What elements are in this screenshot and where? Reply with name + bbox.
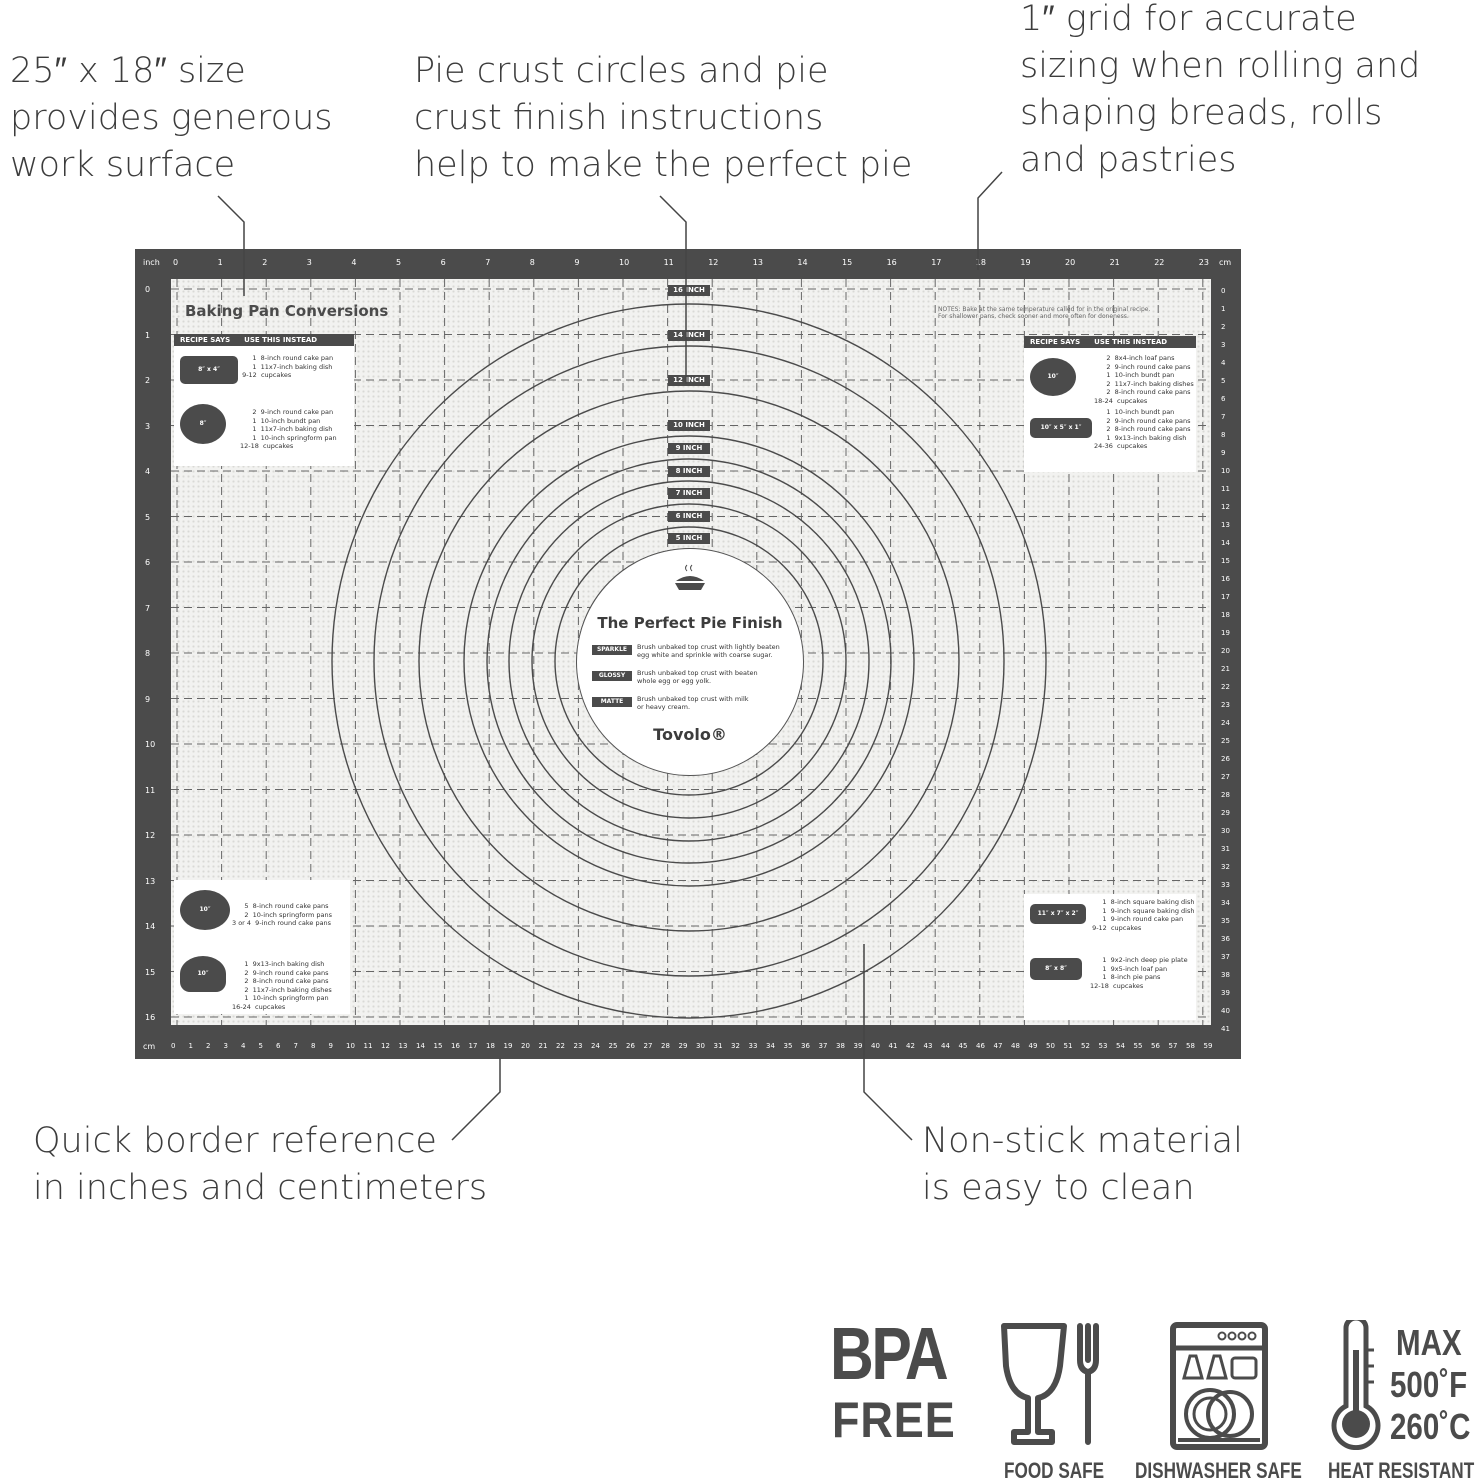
ring-size-label: 7 INCH bbox=[668, 488, 710, 499]
callout-size-line: work surface bbox=[10, 145, 236, 185]
ruler-tick-cm: 45 bbox=[958, 1042, 968, 1050]
ruler-tick-cm: 15 bbox=[433, 1042, 443, 1050]
ruler-tick-inch: 3 bbox=[145, 421, 151, 431]
ruler-tick-cm: 40 bbox=[1221, 1007, 1230, 1015]
ruler-tick-inch: 4 bbox=[351, 258, 357, 267]
finish-badge: GLOSSY bbox=[592, 671, 632, 681]
callout-pie-line: help to make the perfect pie bbox=[414, 145, 913, 185]
heat-resistant-label: HEAT RESISTANT bbox=[1328, 1458, 1475, 1483]
finish-badge: MATTE bbox=[592, 697, 632, 707]
callout-pie-line: Pie crust circles and pie bbox=[414, 51, 829, 91]
ruler-tick-cm: 26 bbox=[1221, 755, 1230, 763]
ruler-tick-cm: 3 bbox=[223, 1042, 228, 1050]
ruler-tick-cm: 35 bbox=[1221, 917, 1230, 925]
ruler-tick-inch: 17 bbox=[931, 258, 942, 267]
pie-finish-title: The Perfect Pie Finish bbox=[597, 614, 783, 632]
ruler-tick-inch: 9 bbox=[574, 258, 580, 267]
ruler-tick-cm: 8 bbox=[311, 1042, 316, 1050]
ruler-tick-inch: 11 bbox=[145, 785, 156, 795]
ruler-tick-cm: 11 bbox=[1221, 485, 1230, 493]
ruler-tick-inch: 16 bbox=[145, 1013, 156, 1022]
ruler-tick-inch: 21 bbox=[1109, 258, 1120, 267]
callout-size-line: provides generous bbox=[10, 98, 333, 138]
leader-line-nonstick bbox=[864, 944, 912, 1140]
leader-line-border bbox=[452, 1058, 500, 1140]
ruler-tick-cm: 18 bbox=[1221, 611, 1230, 619]
ruler-tick-cm: 30 bbox=[1221, 827, 1230, 835]
ruler-tick-cm: 10 bbox=[1221, 467, 1230, 475]
ruler-tick-cm: 5 bbox=[1221, 377, 1226, 385]
ruler-tick-cm: 23 bbox=[573, 1042, 583, 1050]
ruler-tick-cm: 42 bbox=[906, 1042, 915, 1050]
ruler-tick-cm: 16 bbox=[1221, 575, 1230, 583]
loaf-pan-icon: 8″ x 4″ bbox=[180, 356, 238, 384]
ruler-tick-inch: 19 bbox=[1020, 258, 1031, 267]
ruler-tick-cm: 41 bbox=[1221, 1025, 1230, 1033]
ruler-tick-cm: 4 bbox=[1221, 359, 1226, 367]
pan-substitutes: 5 8-inch round cake pans 2 10-inch springform pans 3 or 4 9-inch round cake pans bbox=[232, 902, 333, 927]
ruler-unit-inch: inch bbox=[143, 258, 160, 267]
heat-temp-f: 500˚F bbox=[1390, 1364, 1468, 1405]
ruler-tick-cm: 13 bbox=[1221, 521, 1230, 529]
ruler-tick-cm: 48 bbox=[1011, 1042, 1020, 1050]
ruler-tick-inch: 13 bbox=[752, 258, 763, 267]
ruler-tick-inch: 23 bbox=[1198, 258, 1209, 267]
ruler-tick-inch: 22 bbox=[1154, 258, 1165, 267]
ruler-tick-inch: 20 bbox=[1065, 258, 1076, 267]
ruler-tick-cm: 15 bbox=[1221, 557, 1230, 565]
ruler-tick-inch: 8 bbox=[145, 649, 151, 658]
ruler-tick-inch: 7 bbox=[485, 258, 491, 267]
callout-nonstick-line: is easy to clean bbox=[922, 1168, 1195, 1208]
leader-line-grid bbox=[975, 172, 1002, 270]
ring-size-label: 10 INCH bbox=[668, 420, 710, 431]
ruler-tick-cm: 18 bbox=[486, 1042, 495, 1050]
food-safe-icon bbox=[998, 1322, 1108, 1452]
ruler-tick-cm: 44 bbox=[941, 1042, 950, 1050]
ruler-tick-cm: 53 bbox=[1098, 1042, 1108, 1050]
pan-substitutes: 1 8-inch square baking dish 1 9-inch square baking dish 1 9-inch round cake pan 9-12 cupcakes bbox=[1092, 898, 1195, 932]
ruler-tick-cm: 57 bbox=[1168, 1042, 1178, 1050]
pan-substitutes: 1 8-inch round cake pan 1 11x7-inch baking dish 9-12 cupcakes bbox=[242, 354, 334, 379]
ruler-tick-cm: 6 bbox=[1221, 395, 1226, 403]
ruler-tick-cm: 46 bbox=[976, 1042, 985, 1050]
ruler-tick-cm: 29 bbox=[1221, 809, 1230, 817]
ruler-tick-cm: 12 bbox=[381, 1042, 390, 1050]
ruler-tick-cm: 14 bbox=[416, 1042, 425, 1050]
ruler-tick-cm: 52 bbox=[1081, 1042, 1090, 1050]
ruler-tick-inch: 11 bbox=[663, 258, 674, 267]
ruler-tick-inch: 10 bbox=[619, 258, 630, 267]
ruler-tick-cm: 30 bbox=[696, 1042, 705, 1050]
ruler-tick-inch: 15 bbox=[145, 967, 156, 977]
ruler-tick-inch: 14 bbox=[797, 258, 808, 267]
dishwasher-safe-icon bbox=[1170, 1322, 1270, 1452]
ruler-tick-cm: 6 bbox=[276, 1042, 281, 1050]
ruler-tick-inch: 1 bbox=[217, 258, 223, 267]
ruler-tick-inch: 6 bbox=[440, 258, 446, 267]
head-recipe-says: RECIPE SAYS bbox=[1030, 338, 1081, 346]
callout-grid-line: shaping breads, rolls bbox=[1020, 93, 1383, 133]
ruler-tick-inch: 18 bbox=[975, 258, 986, 267]
ruler-tick-cm: 9 bbox=[328, 1042, 333, 1050]
bpa-free-label: FREE bbox=[832, 1392, 956, 1448]
ring-size-label: 6 INCH bbox=[668, 511, 710, 522]
square-pan-icon: 8″ x 8″ bbox=[1030, 958, 1082, 980]
ring-size-label: 14 INCH bbox=[668, 330, 710, 341]
ruler-tick-cm: 5 bbox=[258, 1042, 263, 1050]
ruler-tick-cm: 37 bbox=[818, 1042, 828, 1050]
ruler-tick-inch: 0 bbox=[173, 258, 179, 267]
ruler-tick-inch: 8 bbox=[529, 258, 535, 267]
head-recipe-says: RECIPE SAYS bbox=[180, 336, 231, 344]
round-pan-icon: 8″ bbox=[180, 404, 226, 444]
ruler-tick-inch: 7 bbox=[145, 603, 151, 613]
ruler-tick-cm: 51 bbox=[1063, 1042, 1073, 1050]
ruler-tick-cm: 31 bbox=[1221, 845, 1230, 853]
ruler-tick-cm: 47 bbox=[993, 1042, 1003, 1050]
ruler-tick-inch: 16 bbox=[886, 258, 897, 267]
ruler-tick-inch: 9 bbox=[145, 694, 151, 704]
ruler-tick-cm: 23 bbox=[1221, 701, 1230, 709]
dishwasher-safe-label: DISHWASHER SAFE bbox=[1135, 1458, 1302, 1483]
ruler-tick-cm: 26 bbox=[626, 1042, 635, 1050]
ruler-tick-inch: 15 bbox=[842, 258, 853, 267]
notes-line: For shallower pans, check sooner and more often for doneness. bbox=[938, 313, 1129, 320]
ruler-tick-cm: 14 bbox=[1221, 539, 1230, 547]
ruler-tick-cm: 8 bbox=[1221, 431, 1226, 439]
leader-line-size bbox=[218, 196, 244, 296]
ruler-tick-cm: 33 bbox=[748, 1042, 758, 1050]
ruler-tick-cm: 3 bbox=[1221, 341, 1226, 349]
ruler-tick-cm: 21 bbox=[538, 1042, 548, 1050]
callout-border-line: in inches and centimeters bbox=[33, 1168, 488, 1208]
ruler-tick-cm: 13 bbox=[398, 1042, 408, 1050]
pan-substitutes: 1 9x2-inch deep pie plate 1 9x5-inch loaf pan 1 8-inch pie pans 12-18 cupcakes bbox=[1090, 956, 1188, 990]
ruler-tick-cm: 58 bbox=[1186, 1042, 1195, 1050]
ruler-tick-cm: 17 bbox=[468, 1042, 478, 1050]
ruler-tick-cm: 0 bbox=[1221, 287, 1226, 295]
ruler-tick-cm: 21 bbox=[1221, 665, 1230, 673]
finish-text: Brush unbaked top crust with milk or heavy cream. bbox=[637, 695, 749, 711]
heat-max-label: MAX bbox=[1396, 1322, 1462, 1363]
ruler-tick-cm: 20 bbox=[521, 1042, 530, 1050]
ruler-tick-inch: 6 bbox=[145, 558, 151, 567]
notes-line: NOTES: Bake at the same temperature called for in the original recipe. bbox=[938, 306, 1151, 313]
finish-badge: SPARKLE bbox=[592, 645, 632, 655]
ruler-tick-cm: 37 bbox=[1221, 953, 1230, 961]
callout-grid-line: sizing when rolling and bbox=[1020, 46, 1421, 86]
heat-temp-c: 260˚C bbox=[1390, 1406, 1471, 1447]
ruler-tick-inch: 13 bbox=[145, 876, 156, 886]
ring-size-label: 8 INCH bbox=[668, 466, 710, 477]
ruler-tick-cm: 1 bbox=[1221, 305, 1226, 313]
ruler-tick-inch: 0 bbox=[145, 285, 151, 294]
food-safe-label: FOOD SAFE bbox=[1004, 1458, 1105, 1483]
ruler-tick-cm: 27 bbox=[643, 1042, 653, 1050]
ruler-tick-cm: 32 bbox=[1221, 863, 1230, 871]
round-pan-icon: 10″ bbox=[180, 890, 230, 930]
ruler-tick-inch: 1 bbox=[145, 330, 151, 340]
ruler-tick-cm: 55 bbox=[1133, 1042, 1143, 1050]
head-use-instead: USE THIS INSTEAD bbox=[244, 336, 318, 344]
ruler-tick-cm: 17 bbox=[1221, 593, 1230, 601]
ruler-tick-cm: 29 bbox=[678, 1042, 688, 1050]
ruler-tick-cm: 2 bbox=[1221, 323, 1226, 331]
ruler-tick-cm: 34 bbox=[1221, 899, 1230, 907]
ring-size-label: 12 INCH bbox=[668, 375, 710, 386]
ruler-tick-cm: 9 bbox=[1221, 449, 1226, 457]
ruler-tick-cm: 2 bbox=[206, 1042, 211, 1050]
callout-pie-line: crust finish instructions bbox=[414, 98, 824, 138]
callout-grid-line: 1″ grid for accurate bbox=[1020, 0, 1357, 39]
ruler-tick-inch: 5 bbox=[145, 512, 151, 522]
ruler-tick-cm: 19 bbox=[1221, 629, 1230, 637]
bpa-label: BPA bbox=[830, 1312, 947, 1395]
ruler-tick-cm: 7 bbox=[1221, 413, 1226, 421]
ruler-tick-cm: 25 bbox=[1221, 737, 1230, 745]
ruler-tick-cm: 35 bbox=[783, 1042, 793, 1050]
ruler-tick-cm: 38 bbox=[1221, 971, 1230, 979]
ruler-tick-inch: 10 bbox=[145, 740, 156, 749]
pan-substitutes: 1 9x13-inch baking dish 2 9-inch round cake pans 2 8-inch round cake pans 2 11x7-inch baking dishes 1 10-inch springform pan 16-24 cupcakes bbox=[232, 960, 332, 1011]
ruler-tick-inch: 3 bbox=[306, 258, 312, 267]
callout-nonstick-line: Non-stick material bbox=[922, 1121, 1243, 1161]
ruler-tick-cm: 39 bbox=[853, 1042, 863, 1050]
ruler-tick-cm: 36 bbox=[1221, 935, 1230, 943]
leader-line-pie bbox=[660, 196, 686, 384]
ruler-tick-cm: 49 bbox=[1028, 1042, 1038, 1050]
finish-text: Brush unbaked top crust with beaten whole egg or egg yolk. bbox=[637, 669, 758, 685]
ruler-tick-cm: 24 bbox=[591, 1042, 600, 1050]
ruler-tick-cm: 54 bbox=[1116, 1042, 1125, 1050]
pan-substitutes: 2 9-inch round cake pan 1 10-inch bundt pan 1 11x7-inch baking dish 1 10-inch springform pan 12-18 cupcakes bbox=[240, 408, 337, 450]
ruler-tick-cm: 41 bbox=[888, 1042, 898, 1050]
ruler-tick-cm: 24 bbox=[1221, 719, 1230, 727]
ruler-unit-cm-top: cm bbox=[1219, 258, 1232, 267]
pan-substitutes: 1 10-inch bundt pan 2 9-inch round cake pans 2 8-inch round cake pans 1 9x13-inch baking dish 24-36 cupcakes bbox=[1094, 408, 1191, 450]
callout-size-line: 25″ x 18″ size bbox=[10, 51, 246, 91]
ruler-tick-cm: 25 bbox=[608, 1042, 618, 1050]
ruler-tick-inch: 4 bbox=[145, 467, 151, 476]
ruler-tick-cm: 1 bbox=[188, 1042, 193, 1050]
ruler-tick-cm: 43 bbox=[923, 1042, 933, 1050]
ruler-tick-cm: 28 bbox=[1221, 791, 1230, 799]
ruler-tick-cm: 59 bbox=[1203, 1042, 1213, 1050]
ruler-tick-cm: 7 bbox=[293, 1042, 298, 1050]
ruler-tick-cm: 16 bbox=[451, 1042, 460, 1050]
ring-size-label: 16 INCH bbox=[668, 285, 710, 296]
ruler-unit-cm-bottom: cm bbox=[143, 1042, 156, 1051]
callout-border-line: Quick border reference bbox=[33, 1121, 437, 1161]
ruler-tick-cm: 28 bbox=[661, 1042, 670, 1050]
ruler-tick-inch: 2 bbox=[145, 376, 151, 385]
ruler-tick-inch: 12 bbox=[708, 258, 719, 267]
ruler-tick-cm: 11 bbox=[363, 1042, 373, 1050]
ruler-tick-cm: 34 bbox=[766, 1042, 775, 1050]
ruler-tick-cm: 33 bbox=[1221, 881, 1230, 889]
ruler-tick-inch: 12 bbox=[145, 831, 156, 840]
ring-size-label: 5 INCH bbox=[668, 533, 710, 544]
ruler-tick-inch: 2 bbox=[262, 258, 268, 267]
ruler-tick-inch: 14 bbox=[145, 922, 156, 931]
ruler-tick-cm: 0 bbox=[171, 1042, 176, 1050]
ruler-tick-cm: 32 bbox=[731, 1042, 740, 1050]
conversions-title: Baking Pan Conversions bbox=[185, 302, 389, 320]
pan-substitutes: 2 8x4-inch loaf pans 2 9-inch round cake pans 1 10-inch bundt pan 2 11x7-inch baking dishes 2 8-inch round cake pans 18-24 cupcakes bbox=[1094, 354, 1194, 405]
springform-pan-icon: 10″ bbox=[1030, 358, 1076, 396]
ruler-tick-cm: 38 bbox=[836, 1042, 845, 1050]
ruler-tick-cm: 27 bbox=[1221, 773, 1230, 781]
ruler-tick-cm: 22 bbox=[556, 1042, 565, 1050]
ruler-tick-cm: 22 bbox=[1221, 683, 1230, 691]
finish-text: Brush unbaked top crust with lightly beaten egg white and sprinkle with coarse sugar. bbox=[637, 643, 780, 659]
ruler-tick-cm: 12 bbox=[1221, 503, 1230, 511]
ruler-tick-cm: 20 bbox=[1221, 647, 1230, 655]
baking-dish-icon: 11″ x 7″ x 2″ bbox=[1030, 904, 1086, 924]
ruler-tick-cm: 10 bbox=[346, 1042, 355, 1050]
ruler-tick-cm: 40 bbox=[871, 1042, 880, 1050]
ruler-tick-cm: 4 bbox=[241, 1042, 246, 1050]
ruler-tick-cm: 36 bbox=[801, 1042, 810, 1050]
ruler-tick-cm: 50 bbox=[1046, 1042, 1055, 1050]
head-use-instead: USE THIS INSTEAD bbox=[1094, 338, 1168, 346]
ruler-tick-cm: 56 bbox=[1151, 1042, 1160, 1050]
ruler-tick-cm: 31 bbox=[713, 1042, 723, 1050]
bundt-pan-icon: 10″ bbox=[180, 956, 226, 992]
ring-size-label: 9 INCH bbox=[668, 443, 710, 454]
ruler-tick-cm: 39 bbox=[1221, 989, 1230, 997]
brand-logo: Tovolo® bbox=[653, 725, 727, 744]
ruler-tick-inch: 5 bbox=[396, 258, 402, 267]
thermometer-icon bbox=[1328, 1320, 1388, 1450]
ruler-tick-cm: 19 bbox=[503, 1042, 513, 1050]
baking-dish-icon: 10″ x 5″ x 1″ bbox=[1030, 418, 1092, 438]
callout-grid-line: and pastries bbox=[1020, 140, 1237, 180]
